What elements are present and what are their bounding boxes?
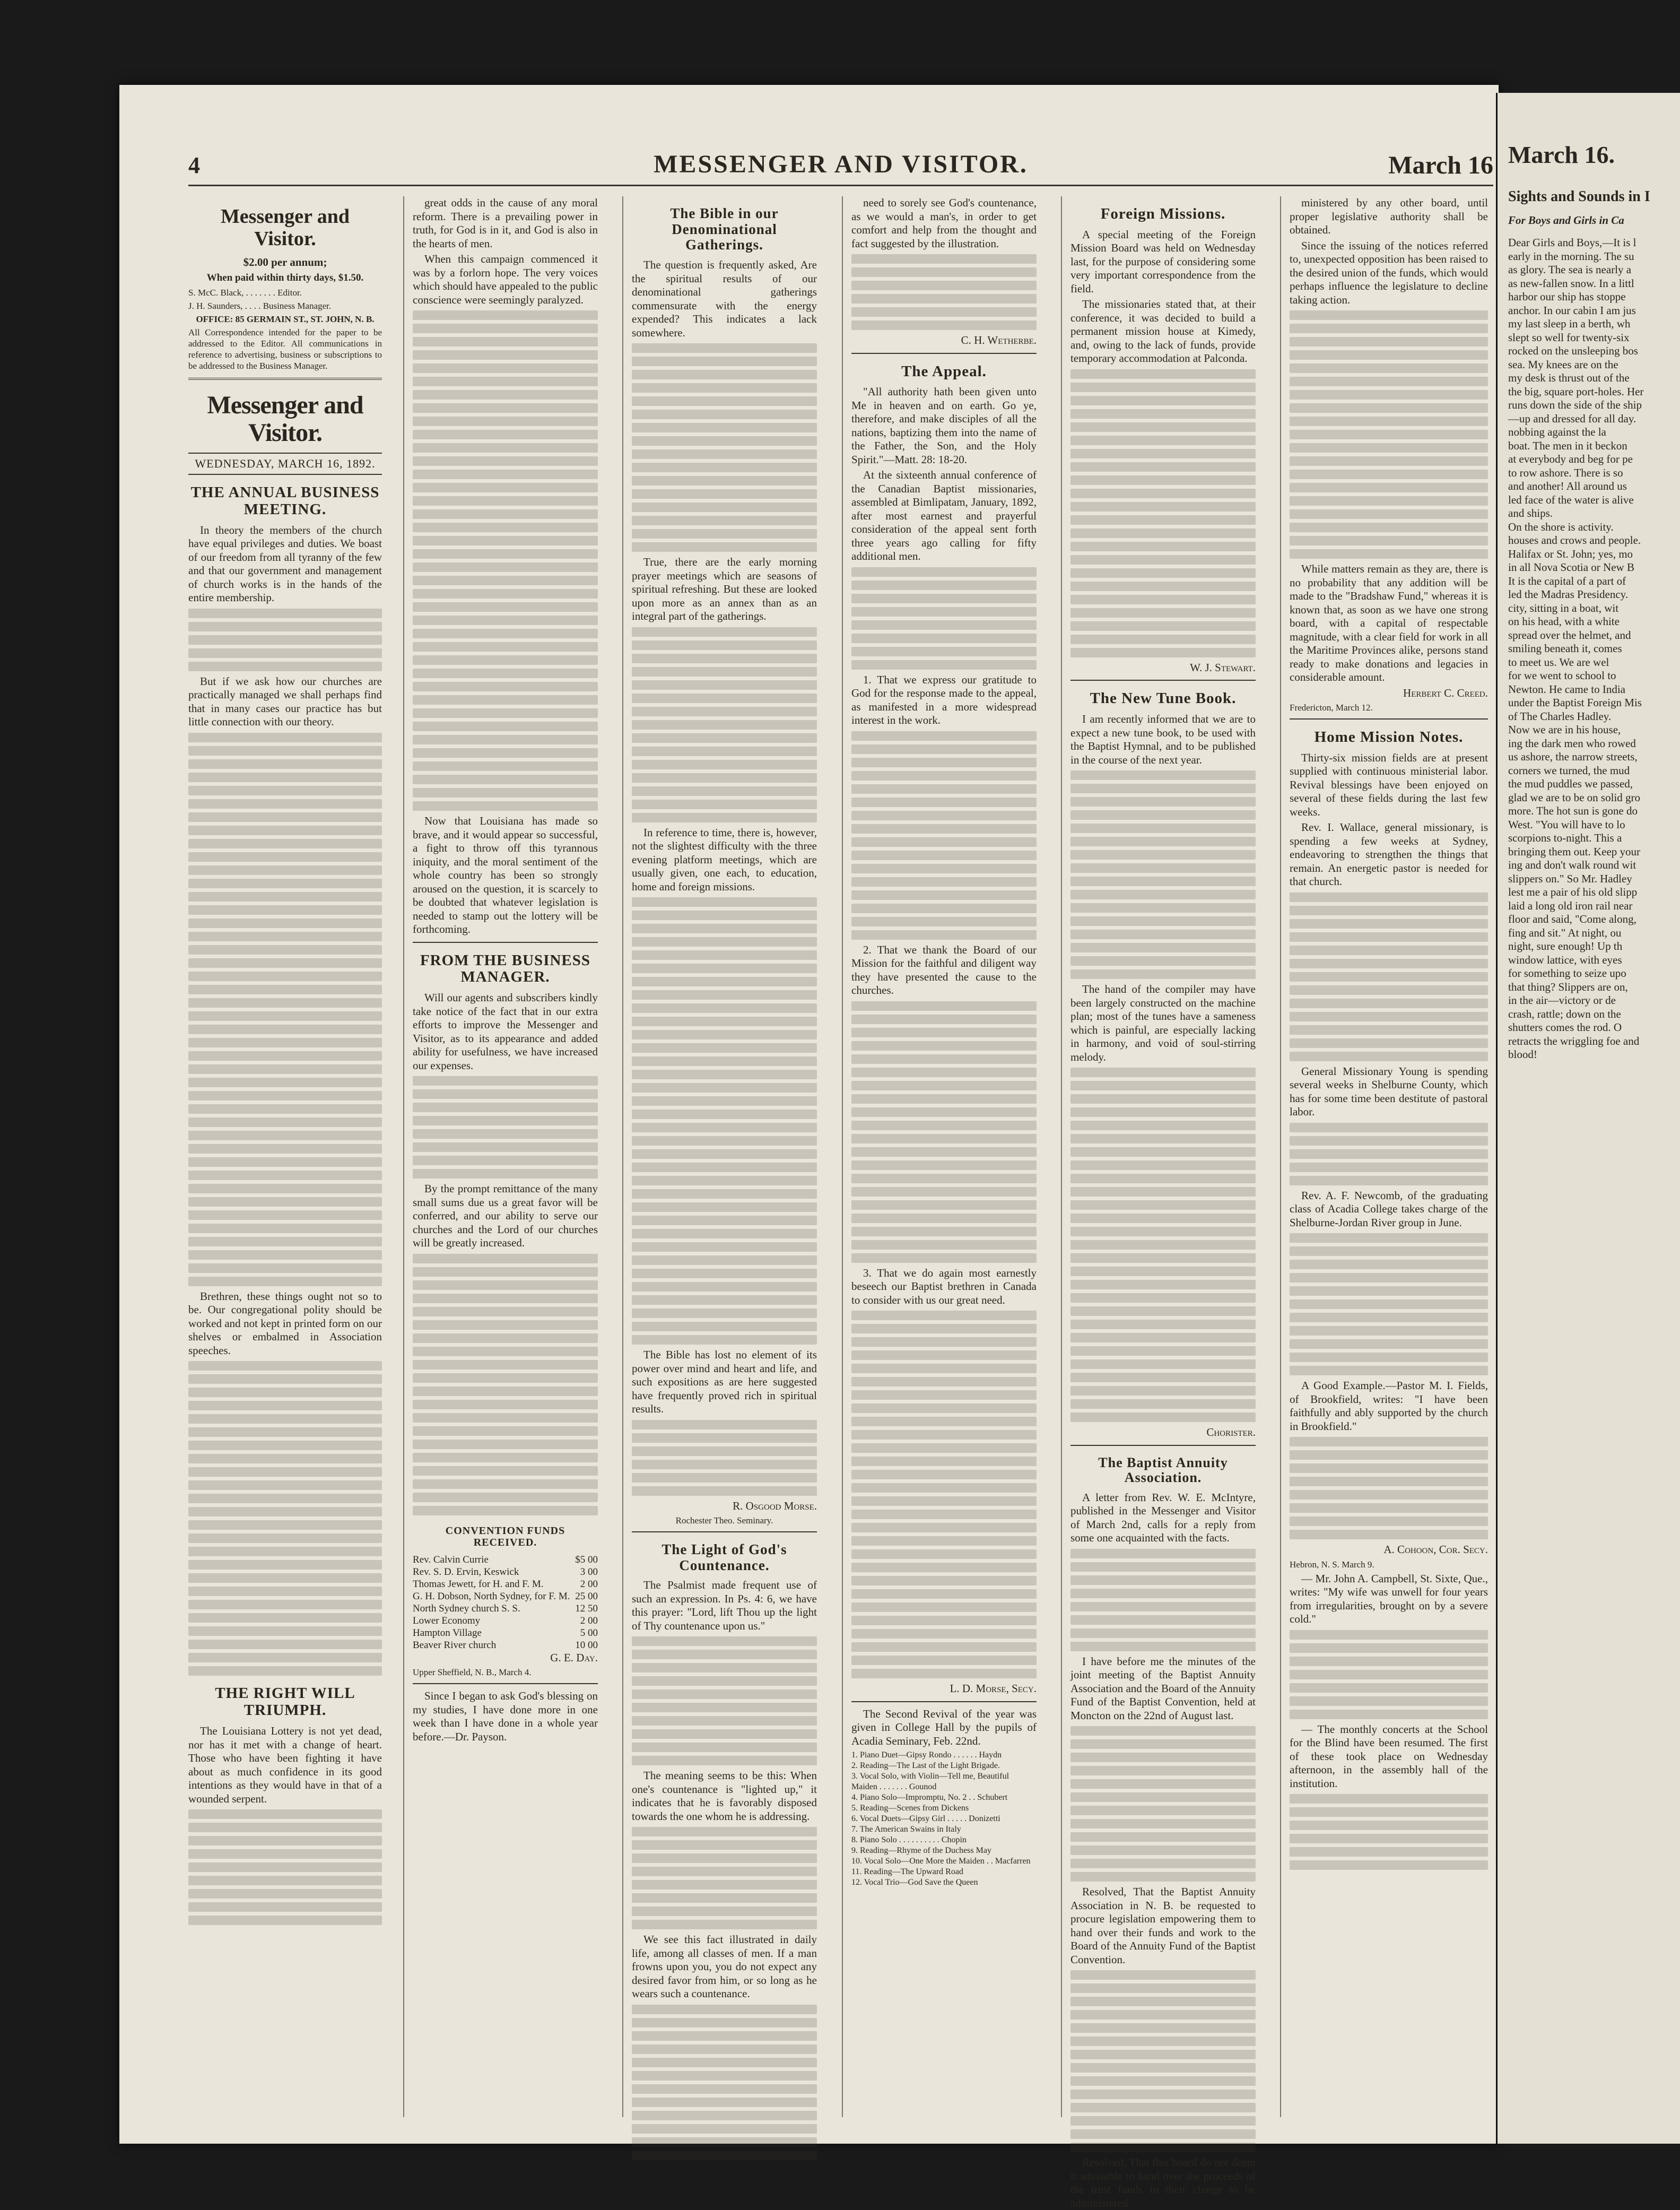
quote: Since I began to ask God's blessing on my studies, I have done more in one week than I have done in a whole year before.—Dr. Payson. xyxy=(413,1689,598,1743)
adjacent-page-line: night, sure enough! Up th xyxy=(1508,940,1623,952)
adjacent-page-line: houses and crows and people. xyxy=(1508,534,1641,547)
article-paragraph: A special meeting of the Foreign Mission Board was held on Wednesday last, for the purpose of considering some very important correspondence from the field. xyxy=(1070,228,1256,295)
adjacent-page-line: bringing them out. Keep your xyxy=(1508,845,1641,858)
article-paragraph: Rev. I. Wallace, general missionary, is spending a few weeks at Sydney, endeavoring to strengthen the things that remain. An energetic pastor is needed for that church. xyxy=(1290,821,1488,888)
adjacent-page-line: On the shore is activity. xyxy=(1508,520,1614,533)
fund-name: Lower Economy xyxy=(413,1615,481,1626)
article-paragraph: Will our agents and subscribers kindly take notice of the fact that in our extra efforts to improve the Messenger and Visitor, as to its appearance and added ability for usefulness, we have increased our expenses. xyxy=(413,991,598,1072)
fund-amount: 25 00 xyxy=(575,1590,598,1602)
program-item: 8. Piano Solo . . . . . . . . . . Chopin xyxy=(851,1835,967,1845)
fund-row xyxy=(413,1554,598,1566)
page-content xyxy=(119,85,1499,2209)
fund-amount: 5 00 xyxy=(580,1627,598,1639)
signature: L. D. Morse, Secy. xyxy=(950,1682,1037,1695)
adjacent-page-line: and ships. xyxy=(1508,507,1553,519)
adjacent-page-line: sea. My knees are on the xyxy=(1508,358,1618,371)
article-paragraph: The Louisiana Lottery is not yet dead, nor has it met with a change of heart. Those who have been fighting it have about as much confidence in its good intentions as they would have in that of a wounded serpent. xyxy=(188,1724,382,1805)
adjacent-page-line: lest me a pair of his old slipp xyxy=(1508,886,1638,898)
article-paragraph: great odds in the cause of any moral reform. There is a prevailing power in truth, for God is in it, and God is also in the hearts of men. xyxy=(413,196,598,250)
fund-row xyxy=(413,1627,598,1639)
columns xyxy=(188,196,1493,2209)
adjacent-page-line: boat. The men in it beckon xyxy=(1508,439,1627,452)
adjacent-page-line: laid a long old iron rail near xyxy=(1508,899,1633,912)
fund-amount: $5 00 xyxy=(575,1554,598,1565)
article-paragraph: 2. That we thank the Board of our Mission for the faithful and diligent way they have presented the cause to the churches. xyxy=(851,943,1037,997)
heading-convention-funds: CONVENTION FUNDS RECEIVED. xyxy=(445,1524,565,1548)
adjacent-page-line: led the Madras Presidency. xyxy=(1508,588,1629,601)
adjacent-page-line: of The Charles Hadley. xyxy=(1508,709,1612,723)
article-paragraph: need to sorely see God's countenance, as we would a man's, in order to get comfort and help from the thought and fact suggested by the illustration. xyxy=(851,196,1037,250)
adjacent-page-line: nobbing against the la xyxy=(1508,426,1606,438)
signature-place: Fredericton, March 12. xyxy=(1290,703,1373,713)
adjacent-page-line: —up and dressed for all day. xyxy=(1508,412,1637,425)
article-paragraph: The missionaries stated that, at their conference, it was decided to build a permanent mission house at Kimedy, and, owing to the lack of funds, provide temporary accommodation at Palconda. xyxy=(1070,298,1256,365)
adjacent-page-line: the big, square port-holes. Her xyxy=(1508,385,1644,398)
program-item: 1. Piano Duet—Gipsy Rondo . . . . . . Haydn xyxy=(851,1750,1002,1760)
heading-appeal: The Appeal. xyxy=(901,362,987,380)
article-paragraph: Thirty-six mission fields are at present supplied with continuous ministerial labor. Revival blessings have been enjoyed on several of these fields during the last few weeks. xyxy=(1290,751,1488,818)
adjacent-page-line: smiling beneath it, comes xyxy=(1508,642,1622,655)
column-5 xyxy=(1061,196,1261,2209)
fund-amount: 3 00 xyxy=(580,1566,598,1578)
article-paragraph: The Second Revival of the year was given in College Hall by the pupils of Acadia Seminary, Feb. 22nd. xyxy=(851,1707,1037,1747)
fund-name: Hampton Village xyxy=(413,1627,482,1639)
adjacent-page-line: in all Nova Scotia or New B xyxy=(1508,561,1634,574)
adjacent-page-line: that thing? Slippers are on, xyxy=(1508,980,1628,993)
issue-date: March 16 xyxy=(1388,151,1493,179)
editor-line: S. McC. Black, . . . . . . . Editor. xyxy=(188,287,302,298)
fund-name: G. H. Dobson, North Sydney, for F. M. xyxy=(413,1590,570,1602)
heading-annual-meeting: THE ANNUAL BUSINESS MEETING. xyxy=(190,484,380,518)
funds-place: Upper Sheffield, N. B., March 4. xyxy=(413,1667,532,1678)
newspaper-title: MESSENGER AND VISITOR. xyxy=(654,150,1028,178)
article-paragraph: 1. That we express our gratitude to God for the response made to the appeal, as manifested in a more widespread interest in the work. xyxy=(851,673,1037,727)
fund-row xyxy=(413,1602,598,1615)
adjacent-page-line: at everybody and beg for pe xyxy=(1508,453,1633,465)
adjacent-page-line: West. "You will have to lo xyxy=(1508,818,1625,831)
article-paragraph: In theory the members of the church have equal privileges and duties. We boast of our freedom from all tyranny of the few and that our government and management of church works is in the hands of the entire membership. xyxy=(188,523,382,604)
fund-row xyxy=(413,1566,598,1578)
article-paragraph: Now that Louisiana has made so brave, and it would appear so successful, a fight to throw off this tyrannous iniquity, and the moral sentiment of the whole country has been so strongly aroused on the question, it is scarcely to be doubted that whatever legislation is needed to stamp out the lottery will be forthcoming. xyxy=(413,814,598,935)
heading-foreign-missions: Foreign Missions. xyxy=(1100,205,1226,222)
news-item: — Mr. John A. Campbell, St. Sixte, Que., writes: "My wife was unwell for four years from irregularities, brought on by a severe cold." xyxy=(1290,1572,1488,1626)
signature: Chorister. xyxy=(1206,1426,1256,1439)
fund-name: Rev. Calvin Currie xyxy=(413,1554,489,1565)
fund-name: North Sydney church S. S. xyxy=(413,1602,520,1614)
adjacent-page-line: anchor. In our cabin I am jus xyxy=(1508,304,1636,317)
adjacent-page-line: to meet us. We are wel xyxy=(1508,655,1609,669)
adjacent-page-line: city, sitting in a boat, wit xyxy=(1508,601,1619,614)
manager-line: J. H. Saunders, . . . . Business Manager. xyxy=(188,300,332,311)
fund-amount: 2 00 xyxy=(580,1578,598,1590)
program-item: 12. Vocal Trio—God Save the Queen xyxy=(851,1878,978,1887)
adjacent-page-line: led face of the water is alive xyxy=(1508,493,1634,506)
article-paragraph: By the prompt remittance of the many small sums due us a great favor will be conferred, and our ability to serve our churches and the Lord of our churches will be greatly increased. xyxy=(413,1182,598,1250)
article-paragraph: The hand of the compiler may have been largely constructed on the machine plan; most of the tunes have a sameness which is painful, are especially lacking in harmony, and void of soul-stirring melody. xyxy=(1070,983,1256,1063)
adjacent-page-heading: Sights and Sounds in I xyxy=(1508,188,1650,205)
adjacent-page-line: for something to seize upo xyxy=(1508,967,1626,980)
article-paragraph: Resolved, That the Baptist Annuity Association in N. B. be requested to procure legislation empowering them to hand over their funds and work to the Board of the Annuity Fund of the Baptist Convention. xyxy=(1070,1885,1256,1966)
article-paragraph: The Bible has lost no element of its power over mind and heart and life, and such expositions as are here suggested have frequently proved rich in spiritual results. xyxy=(632,1348,817,1416)
program-item: 2. Reading—The Last of the Light Brigade. xyxy=(851,1761,1000,1771)
subscription-price-note: When paid within thirty days, $1.50. xyxy=(206,272,364,284)
funds-signature: G. E. Day. xyxy=(550,1651,598,1664)
adjacent-page-line: and another! All around us xyxy=(1508,480,1627,492)
heading-annuity-association: The Baptist Annuity Association. xyxy=(1098,1454,1228,1486)
adjacent-page-line: Dear Girls and Boys,—It is l xyxy=(1508,236,1637,249)
program-item: 7. The American Swains in Italy xyxy=(851,1825,961,1834)
adjacent-page-line: Now we are in his house, xyxy=(1508,723,1621,736)
article-paragraph: Rev. A. F. Newcomb, of the graduating class of Acadia College takes charge of the Shelburne-Jordan River group in June. xyxy=(1290,1189,1488,1229)
adjacent-page-date: March 16. xyxy=(1508,141,1615,168)
adjacent-page-line: shutters comes the rod. O xyxy=(1508,1021,1622,1034)
publication-title: Messenger and Visitor. xyxy=(220,205,350,250)
heading-home-mission-notes: Home Mission Notes. xyxy=(1314,729,1464,746)
program-item: 6. Vocal Duets—Gipsy Girl . . . . . Donizetti xyxy=(851,1814,1000,1824)
masthead-secondary: Messenger and Visitor. xyxy=(207,391,363,447)
masthead xyxy=(188,148,1493,186)
adjacent-page-line: us ashore, the narrow streets, xyxy=(1508,750,1638,763)
column-6 xyxy=(1280,196,1493,2117)
fund-amount: 10 00 xyxy=(575,1639,598,1651)
adjacent-page-line: for we went to school to xyxy=(1508,669,1616,682)
adjacent-page-line: under the Baptist Foreign Mis xyxy=(1508,696,1642,709)
fund-name: Beaver River church xyxy=(413,1639,497,1651)
program-item: 5. Reading—Scenes from Dickens xyxy=(851,1804,969,1813)
adjacent-page-line: as glory. The sea is nearly a xyxy=(1508,263,1632,276)
adjacent-page-line: the mud puddles we passed, xyxy=(1508,777,1633,790)
article-paragraph: In reference to time, there is, however, not the slightest difficulty with the three evening platform meetings, which are usually given, one each, to education, home and foreign missions. xyxy=(632,826,817,893)
signature: Herbert C. Creed. xyxy=(1403,686,1488,699)
adjacent-page-line: ing and don't walk round wit xyxy=(1508,859,1637,871)
article-paragraph: "All authority hath been given unto Me in heaven and on earth. Go ye, therefore, and make disciples of all the nations, baptizing them into the name of the Father, the Son, and the Holy Spirit."—Matt. 28: 18-20. xyxy=(851,385,1037,466)
adjacent-page-line: It is the capital of a part of xyxy=(1508,574,1626,587)
signature-place: Hebron, N. S. March 9. xyxy=(1290,1559,1374,1570)
heading-business-manager: FROM THE BUSINESS MANAGER. xyxy=(420,951,591,986)
adjacent-page-line: as new-fallen snow. In a littl xyxy=(1508,276,1634,290)
article-paragraph: The meaning seems to be this: When one's countenance is "lighted up," it indicates that he is favorably disposed towards the one whom he is addressing. xyxy=(632,1769,817,1823)
adjacent-page-subheading: For Boys and Girls in Ca xyxy=(1508,214,1624,227)
column-1 xyxy=(188,196,387,2117)
adjacent-page-line: crash, rattle; down on the xyxy=(1508,1007,1621,1020)
signature: W. J. Stewart. xyxy=(1190,661,1256,674)
program-item: 3. Vocal Solo, with Violin—Tell me, Beautiful Maiden . . . . . . . Gounod xyxy=(851,1772,1009,1792)
adjacent-page-line: ing the dark men who rowed xyxy=(1508,736,1636,750)
correspondence-notice: All Correspondence intended for the paper to be addressed to the Editor. All communications in reference to advertising, business or subscriptions to be addressed to the Business Manager. xyxy=(188,327,382,371)
fund-row xyxy=(413,1590,598,1602)
article-paragraph: Resolved, That this board do not deem it advisable to hand over the proceeds of the trust funds in their charge to be administered. xyxy=(1070,2156,1256,2209)
adjacent-page-line: on his head, with a white xyxy=(1508,615,1620,628)
adjacent-page-line: Halifax or St. John; yes, mo xyxy=(1508,547,1633,560)
adjacent-page-line: corners we turned, the mud xyxy=(1508,764,1630,777)
heading-bible-gatherings: The Bible in our Denominational Gatherings. xyxy=(670,205,779,253)
article-paragraph: When this campaign commenced it was by a forlorn hope. The very voices which should have appealed to the public conscience were seemingly paralyzed. xyxy=(413,253,598,306)
article-paragraph: True, there are the early morning prayer meetings which are seasons of spiritual refreshing. But these are looked upon more as an annex than as an integral part of the gatherings. xyxy=(632,556,817,623)
signature-affiliation: Rochester Theo. Seminary. xyxy=(675,1515,773,1526)
fund-amount: 2 00 xyxy=(580,1615,598,1626)
adjacent-page-line: scorpions to-night. This a xyxy=(1508,831,1622,844)
article-paragraph: We see this fact illustrated in daily life, among all classes of men. If a man frowns upon you, you do not expect any desired favor from him, or so long as he wears such a countenance. xyxy=(632,1933,817,2000)
program-item: 9. Reading—Rhyme of the Duchess May xyxy=(851,1846,991,1856)
article-paragraph: General Missionary Young is spending several weeks in Shelburne County, which has for some time been destitute of pastoral labor. xyxy=(1290,1064,1488,1119)
article-paragraph: I have before me the minutes of the joint meeting of the Baptist Annuity Association and the Board of the Annuity Fund of the Baptist Convention, held at Moncton on the 22nd of August last. xyxy=(1070,1654,1256,1722)
article-paragraph: I am recently informed that we are to expect a new tune book, to be used with the Baptist Hymnal, and to be published in the course of the next year. xyxy=(1070,713,1256,766)
adjacent-page-line: slippers on." So Mr. Hadley xyxy=(1508,872,1632,885)
adjacent-page-line: harbor our ship has stoppe xyxy=(1508,290,1626,303)
page-number: 4 xyxy=(188,152,200,178)
article-paragraph: The question is frequently asked, Are the spiritual results of our denominational gatherings commensurate with the energy expended? This indicates a lack somewhere. xyxy=(632,258,817,339)
adjacent-page-line: glad we are to be on solid gro xyxy=(1508,791,1641,804)
signature: A. Cohoon, Cor. Secy. xyxy=(1383,1543,1488,1556)
adjacent-page-text xyxy=(1508,236,1678,1062)
article-paragraph: Since the issuing of the notices referred to, unexpected opposition has been raised to the desired union of the funds, which would perhaps influence the legislature to decline taking action. xyxy=(1290,239,1488,306)
funds-list xyxy=(413,1554,598,1651)
program-item: 4. Piano Solo—Impromptu, No. 2 . . Schubert xyxy=(851,1793,1008,1802)
article-paragraph: 3. That we do again most earnestly beseech our Baptist brethren in Canada to consider with us our great need. xyxy=(851,1266,1037,1306)
fund-amount: 12 50 xyxy=(575,1602,598,1614)
signature: R. Osgood Morse. xyxy=(733,1499,817,1512)
adjacent-page-line: fing and sit." At night, ou xyxy=(1508,926,1622,939)
office-address: OFFICE: 85 GERMAIN ST., ST. JOHN, N. B. xyxy=(196,314,375,324)
adjacent-page-line: blood! xyxy=(1508,1048,1537,1061)
adjacent-page-line: window lattice, with eyes xyxy=(1508,953,1622,966)
article-paragraph: A Good Example.—Pastor M. I. Fields, of Brookfield, writes: "I have been faithfully and ably supported by the church in Brookfield." xyxy=(1290,1379,1488,1433)
adjacent-page-line: more. The hot sun is gone do xyxy=(1508,804,1638,817)
adjacent-page xyxy=(1496,93,1680,2144)
article-paragraph: A letter from Rev. W. E. McIntyre, published in the Messenger and Visitor of March 2nd, calls for a reply from some one acquainted with the facts. xyxy=(1070,1490,1256,1545)
heading-light-countenance: The Light of God's Countenance. xyxy=(661,1541,787,1573)
adjacent-page-line: my last sleep in a berth, wh xyxy=(1508,317,1631,330)
program-item: 11. Reading—The Upward Road xyxy=(851,1867,963,1877)
adjacent-page-line: spread over the helmet, and xyxy=(1508,628,1631,642)
column-2 xyxy=(403,196,603,2117)
adjacent-page-line: Newton. He came to India xyxy=(1508,682,1626,696)
adjacent-page-line: retracts the wriggling foe and xyxy=(1508,1034,1640,1047)
fund-name: Rev. S. D. Ervin, Keswick xyxy=(413,1566,519,1578)
fund-row xyxy=(413,1578,598,1590)
adjacent-page-line: to row ashore. There is so xyxy=(1508,466,1623,479)
subscription-price: $2.00 per annum; xyxy=(243,255,327,268)
recital-program xyxy=(851,1750,1037,1888)
adjacent-page-line: rocked on the unsleeping bos xyxy=(1508,344,1638,357)
adjacent-page-line: in the air—victory or de xyxy=(1508,994,1616,1007)
heading-right-will-triumph: THE RIGHT WILL TRIUMPH. xyxy=(215,1685,355,1719)
adjacent-page-line: my desk is thrust out of the xyxy=(1508,371,1630,384)
fund-row xyxy=(413,1615,598,1627)
column-4 xyxy=(842,196,1042,2117)
article-paragraph: The Psalmist made frequent use of such an expression. In Ps. 4: 6, we have this prayer: "Lord, lift Thou up the light of Thy countenance upon us." xyxy=(632,1579,817,1632)
adjacent-page-line: runs down the side of the ship xyxy=(1508,398,1642,411)
adjacent-page-line: slept so well for twenty-six xyxy=(1508,331,1630,344)
adjacent-page-line: floor and said, "Come along, xyxy=(1508,913,1637,925)
news-item: — The monthly concerts at the School for the Blind have been resumed. The first of these took place on Wednesday afternoon, in the assembly hall of the institution. xyxy=(1290,1722,1488,1790)
fund-row xyxy=(413,1639,598,1651)
article-paragraph: But if we ask how our churches are practically managed we shall perhaps find that in many cases our practice has but little connection with our theory. xyxy=(188,674,382,729)
fund-name: Thomas Jewett, for H. and F. M. xyxy=(413,1578,544,1590)
heading-new-tune-book: The New Tune Book. xyxy=(1090,690,1237,707)
dateline: WEDNESDAY, MARCH 16, 1892. xyxy=(188,453,382,475)
article-paragraph: ministered by any other board, until proper legislative authority shall be obtained. xyxy=(1290,196,1488,236)
adjacent-page-line: early in the morning. The su xyxy=(1508,249,1634,263)
article-paragraph: At the sixteenth annual conference of the Canadian Baptist missionaries, assembled at Bimlipatam, January, 1892, after most earnest and prayerful consideration of the appeal sent forth three years ago calling for fifty additional men. xyxy=(851,469,1037,563)
column-3 xyxy=(622,196,822,2117)
article-paragraph: Brethren, these things ought not so to be. Our congregational polity should be worked and not kept in printed form on our shelves or embalmed in Association speeches. xyxy=(188,1289,382,1357)
signature: C. H. Wetherbe. xyxy=(961,334,1037,346)
article-paragraph: While matters remain as they are, there is no probability that any addition will be made to the "Bradshaw Fund," whereas it is known that, as soon as we have one strong board, with a capital of respectable magnitude, with a clear field for work in all the Maritime Provinces alike, persons stand ready to make donations and legacies in considerable amount. xyxy=(1290,562,1488,683)
program-item: 10. Vocal Solo—One More the Maiden . . Macfarren xyxy=(851,1857,1031,1866)
